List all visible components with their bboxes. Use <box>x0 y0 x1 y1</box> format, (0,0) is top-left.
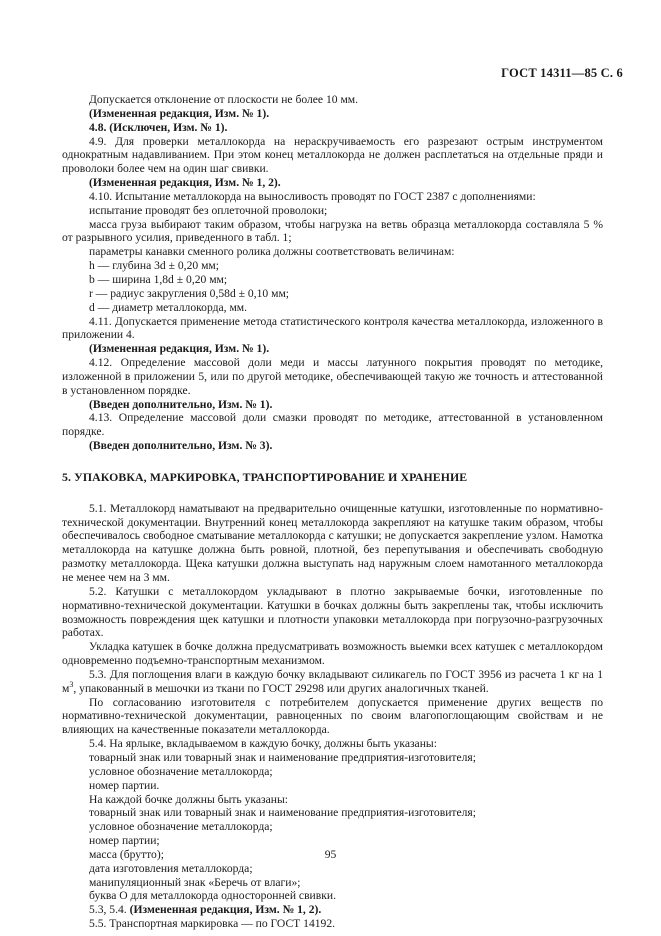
clause-4-11: 4.11. Допускается применение метода статистического контроля качества металлокорда, изложенного в приложении 4. <box>62 314 603 342</box>
clause-4-13: 4.13. Определение массовой доли смазки проводят по методике, аттестованной в установленном порядке. <box>62 411 603 439</box>
superscript: 3 <box>69 679 74 689</box>
document-body <box>62 93 603 931</box>
paragraph: параметры канавки сменного ролика должны соответствовать величинам: <box>89 245 455 259</box>
list-item: номер партии; <box>89 834 160 848</box>
paragraph: масса груза выбирают таким образом, чтобы нагрузка на ветвь образца металлокорда составляла 5 % от разрывного усилия, приведенного в табл. 1; <box>62 217 603 245</box>
page-number: 95 <box>324 848 337 861</box>
list-item: масса (брутто); <box>89 847 164 861</box>
clause-5-3-text: 5.3. Для поглощения влаги в каждую бочку вкладывают силикагель по ГОСТ 3956 из расчета 1 кг на 1 м <box>62 667 603 695</box>
clause-4-12: 4.12. Определение массовой доли меди и массы латунного покрытия проводят по методике, изложенной в приложении 5, или по другой методике, обеспечивающей такую же точность и аттестованной в установленном порядке. <box>62 356 603 397</box>
list-item: буква О для металлокорда односторонней свивки. <box>89 889 336 903</box>
list-item: условное обозначение металлокорда; <box>89 764 273 778</box>
paragraph: На каждой бочке должны быть указаны: <box>89 792 288 806</box>
list-item: дата изготовления металлокорда; <box>89 861 253 875</box>
list-item: номер партии. <box>89 778 160 792</box>
page-header: ГОСТ 14311—85 С. 6 <box>501 66 623 80</box>
parameter-d: d — диаметр металлокорда, мм. <box>89 300 248 314</box>
parameter-b: b — ширина 1,8d ± 0,20 мм; <box>89 272 228 286</box>
paragraph: испытание проводят без оплеточной проволоки; <box>89 203 328 217</box>
list-item: манипуляционный знак «Беречь от влаги»; <box>89 875 301 889</box>
amendment-note: (Введен дополнительно, Изм. № 1). <box>89 397 273 411</box>
amendment-note: (Введен дополнительно, Изм. № 3). <box>89 439 273 453</box>
clause-4-9: 4.9. Для проверки металлокорда на нераскручиваемость его разрезают острым инструментом однократным надавливанием. При этом конец металлокорда не должен расплетаться на отдельные пряди и проволоки более чем на один шаг свивки. <box>62 134 603 176</box>
paragraph: По согласованию изготовителя с потребителем допускается применение других веществ по нормативно-технической документации, равноценных по своим влагопоглощающим свойствам и не влияющих на качественные показатели металлокорда. <box>62 695 603 737</box>
clause-5-5: 5.5. Транспортная маркировка — по ГОСТ 14192. <box>89 917 336 931</box>
paragraph: Допускается отклонение от плоскости не более 10 мм. <box>89 93 359 106</box>
amendment-note: (Измененная редакция, Изм. № 1). <box>89 342 270 356</box>
clause-4-8: 4.8. (Исключен, Изм. № 1). <box>89 120 228 134</box>
amendment-note: (Измененная редакция, Изм. № 1, 2). <box>129 903 322 917</box>
clause-5-2: 5.2. Катушки с металлокордом укладывают в плотно закрываемые бочки, изготовленные по нормативно-технической документации. Катушки в бочках должны быть закреплены так, чтобы исключить возможность повреждения щек катушки и плотности упаковки металлокорда при погрузочно-разгрузочных работах. <box>62 584 603 640</box>
paragraph: Укладка катушек в бочке должна предусматривать возможность выемки всех катушек с металлокордом одновременно подъемно-транспортным механизмом. <box>62 640 603 668</box>
amendment-line <box>62 903 603 917</box>
clause-5-3 <box>62 668 603 696</box>
list-item: товарный знак или товарный знак и наименование предприятия-изготовителя; <box>89 806 476 820</box>
clause-4-10: 4.10. Испытание металлокорда на выносливость проводят по ГОСТ 2387 с дополнениями: <box>89 189 536 203</box>
clause-ref: 5.3, 5.4. <box>89 903 130 917</box>
parameter-h: h — глубина 3d ± 0,20 мм; <box>89 259 219 273</box>
list-item: условное обозначение металлокорда; <box>89 820 273 834</box>
clause-5-3-text-cont: , упакованный в мешочки из ткани по ГОСТ 29298 или других аналогичных тканей. <box>73 681 489 695</box>
section-heading: 5. УПАКОВКА, МАРКИРОВКА, ТРАНСПОРТИРОВАНИЕ И ХРАНЕНИЕ <box>62 469 468 484</box>
parameter-r: r — радиус закругления 0,58d ± 0,10 мм; <box>89 286 290 300</box>
amendment-note: (Измененная редакция, Изм. № 1, 2). <box>89 176 281 190</box>
clause-5-4: 5.4. На ярлыке, вкладываемом в каждую бочку, должны быть указаны: <box>89 737 437 751</box>
amendment-note: (Измененная редакция, Изм. № 1). <box>89 106 270 120</box>
list-item: товарный знак или товарный знак и наименование предприятия-изготовителя; <box>89 750 476 764</box>
clause-5-1: 5.1. Металлокорд наматывают на предварительно очищенные катушки, изготовленные по нормативно-технической документации. Внутренний конец металлокорда закрепляют на катушке таким образом, чтобы обеспечивалось свободное сматывание металлокорда с катушки; не допускается закрепление узлом. Намотка металлокорда на катушке должна быть ровной, плотной, без перепутывания и обеспечивать свободную размотку металлокорда. Щека катушки должна выступать над наружным слоем намотанного металлокорда не менее чем на 3 мм. <box>62 501 603 584</box>
